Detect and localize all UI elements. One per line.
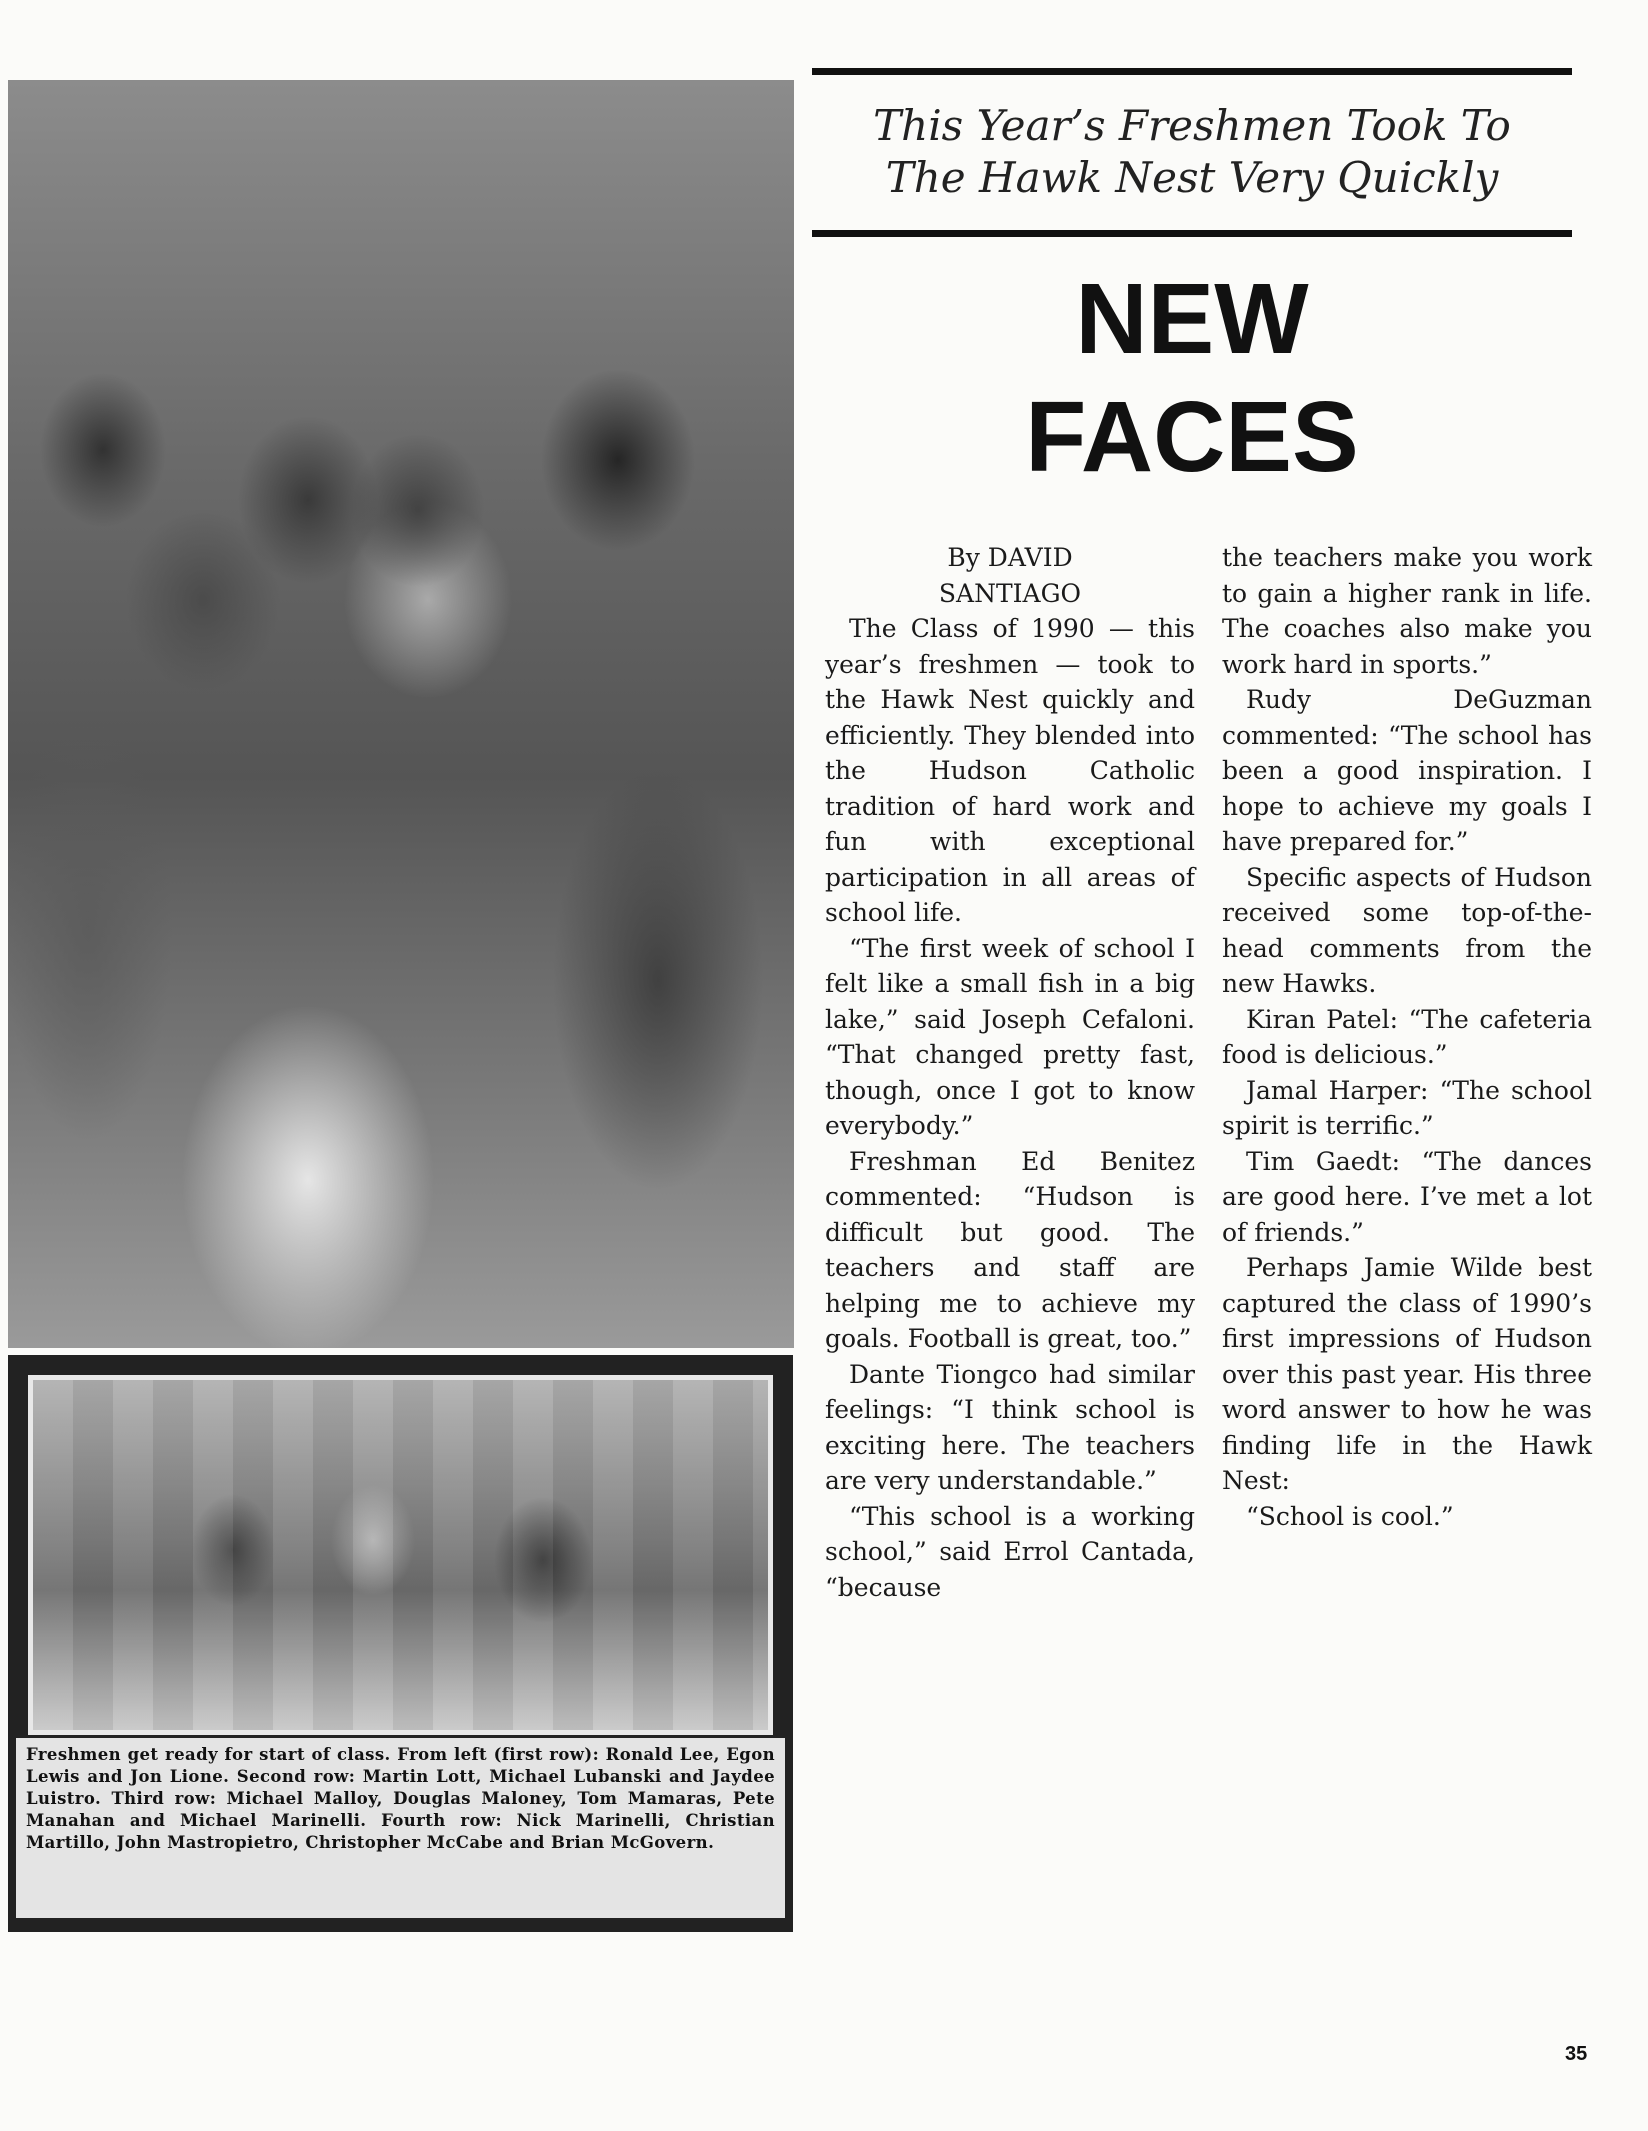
paragraph: Kiran Patel: “The cafeteria food is delicious.” — [1222, 1004, 1592, 1069]
caption-photo-panel — [8, 1355, 793, 1932]
byline-line-2: SANTIAGO — [938, 578, 1082, 608]
byline-line-1: By DAVID — [947, 543, 1073, 572]
main-headline — [812, 260, 1572, 496]
paragraph: “This school is a working school,” said Errol Cantada, “because — [825, 1501, 1195, 1602]
paragraph: The Class of 1990 — this year’s freshmen — took to the Hawk Nest quickly and efficiently. They blended into the Hudson Catholic tradition of hard work and fun with exceptional participation in all areas of school life. — [825, 614, 1195, 927]
kicker-line-1: This Year’s Freshmen Took To — [873, 101, 1511, 150]
classroom-photo — [28, 1375, 773, 1735]
kicker-line-2: The Hawk Nest Very Quickly — [885, 153, 1499, 202]
kicker-headline — [812, 100, 1572, 204]
paragraph: Freshman Ed Benitez commented: “Hudson is difficult but good. The teachers and staff are helping me to achieve my goals. Football is great, too.” — [825, 1146, 1195, 1353]
paragraph: Rudy DeGuzman commented: “The school has been a good inspiration. I hope to achieve my goals I have prepared for.” — [1222, 685, 1592, 856]
headline-line-1: NEW — [1075, 263, 1309, 375]
paragraph: Tim Gaedt: “The dances are good here. I’ve met a lot of friends.” — [1222, 1146, 1592, 1247]
paragraph: “School is cool.” — [1246, 1501, 1454, 1531]
paragraph: Dante Tiongco had similar feelings: “I think school is exciting here. The teachers are very understandable.” — [825, 1359, 1195, 1495]
paragraph: “The first week of school I felt like a small fish in a big lake,” said Joseph Cefaloni. “That changed pretty fast, though, once I got to know everybody.” — [825, 933, 1195, 1140]
paragraph: Jamal Harper: “The school spirit is terrific.” — [1222, 1075, 1592, 1140]
top-rule — [812, 68, 1572, 75]
headline-line-2: FACES — [1025, 381, 1359, 493]
middle-rule — [812, 230, 1572, 237]
paragraph: Specific aspects of Hudson received some top-of-the-head comments from the new Hawks. — [1222, 862, 1592, 998]
photo-caption: Freshmen get ready for start of class. From left (first row): Ronald Lee, Egon Lewis and Jon Lione. Second row: Martin Lott, Michael Lubanski and Jaydee Luistro. Third row: Michael Malloy, Douglas Maloney, Tom Mamaras, Pete Manahan and Michael Marinelli. Fourth row: Nick Marinelli, Christian Martillo, John Mastropietro, Christopher McCabe and Brian McGovern. — [16, 1738, 785, 1918]
group-photo-freshmen — [8, 80, 794, 1348]
page-number: 35 — [1565, 2043, 1588, 2065]
article-column-left — [825, 540, 1195, 1605]
article-column-right — [1222, 540, 1592, 1534]
paragraph: the teachers make you work to gain a higher rank in life. The coaches also make you work hard in sports.” — [1222, 543, 1592, 679]
paragraph: Perhaps Jamie Wilde best captured the class of 1990’s first impressions of Hudson over this past year. His three word answer to how he was finding life in the Hawk Nest: — [1222, 1253, 1592, 1495]
